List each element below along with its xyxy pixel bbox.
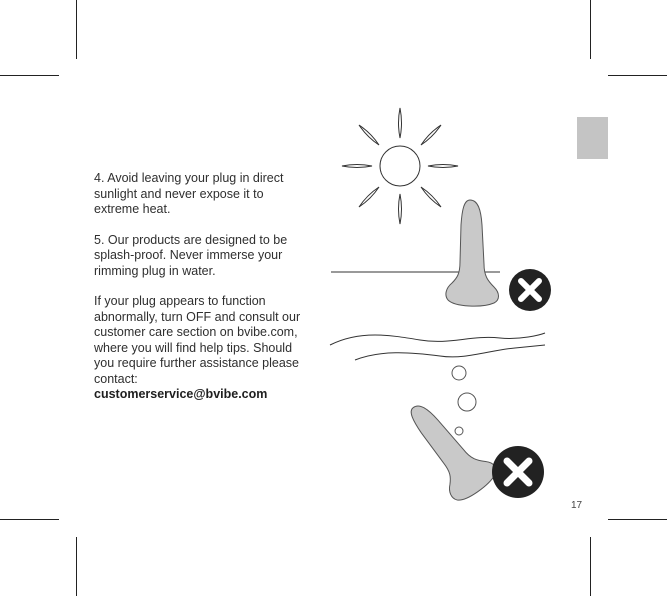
instruction-item-5: 5. Our products are designed to be splash-proof. Never immerse your rimming plug in water. [94,232,288,278]
support-text: If your plug appears to function abnormally, turn OFF and consult our customer care section on bvibe.com, where you will find help tips. Should you require further assistance please contact: [94,294,301,386]
plug-icon [394,390,501,506]
sun-icon [342,108,458,224]
water-waves-icon [330,333,545,360]
prohibited-icon [492,446,544,498]
instruction-item-4: 4. Avoid leaving your plug in direct sunlight and never expose it to extreme heat. [94,171,284,216]
prohibited-icon [509,269,551,311]
plug-icon [446,200,499,306]
support-email-link[interactable]: customerservice@bvibe.com [94,387,268,401]
page-number: 17 [571,500,583,511]
bubble-icon [452,366,476,435]
